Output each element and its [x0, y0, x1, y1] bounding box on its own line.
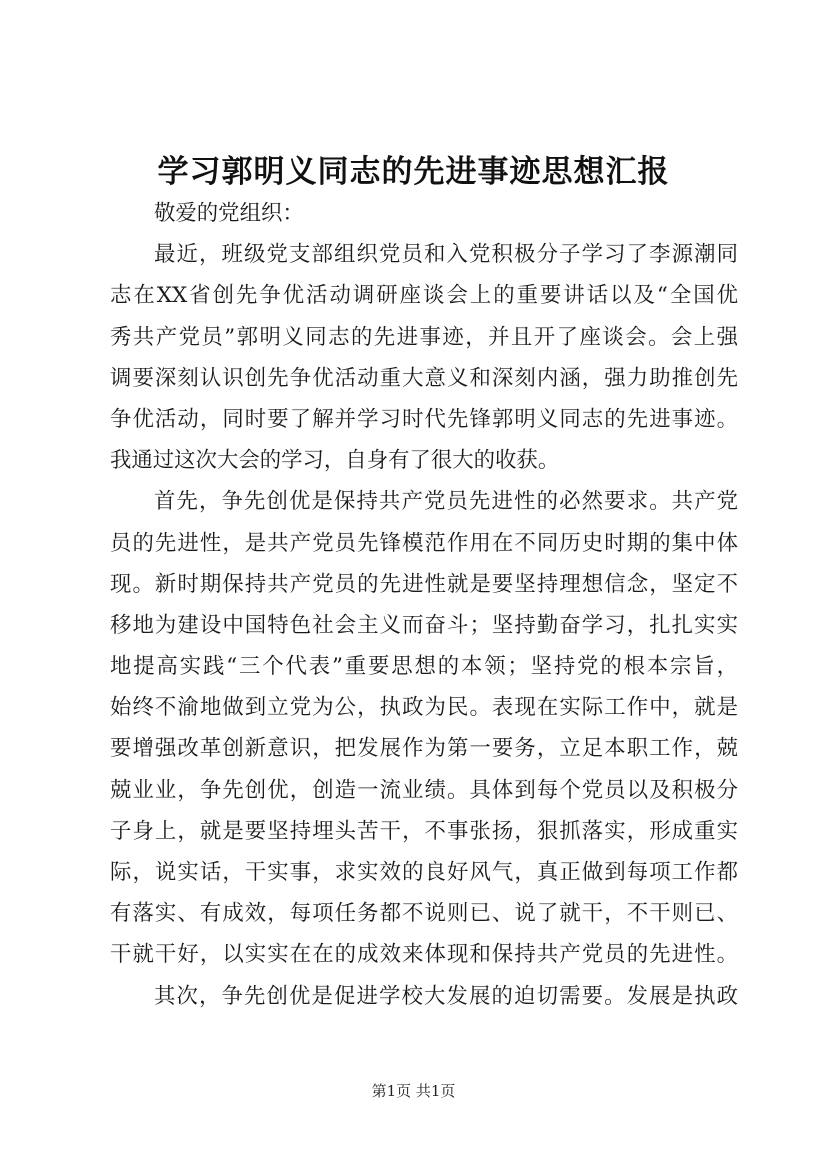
text-line: 有落实、有成效，每项任务都不说则已、说了就干，不干则已、	[110, 901, 738, 927]
text-line: 际，说实话，干实事，求实效的良好风气，真正做到每项工作都	[110, 860, 738, 885]
document-body	[110, 193, 738, 1017]
text-line: 首先，争先创优是保持共产党员先进性的必然要求。共产党	[154, 489, 738, 515]
text-line: 其次，争先创优是促进学校大发展的迫切需要。发展是执政	[154, 983, 738, 1009]
text-line: 最近，班级党支部组织党员和入党积极分子学习了李源潮同	[154, 242, 738, 268]
text-line: 兢业业，争先创优，创造一流业绩。具体到每个党员以及积极分	[110, 777, 738, 803]
text-line: 要增强改革创新意识，把发展作为第一要务，立足本职工作，兢	[110, 736, 738, 762]
text-line: 争优活动，同时要了解并学习时代先锋郭明义同志的先进事迹。	[110, 406, 738, 432]
page-footer: 第1页 共1页	[371, 1082, 456, 1100]
text-line: 敬爱的党组织：	[154, 201, 304, 226]
text-line: 地提高实践“三个代表”重要思想的本领；坚持党的根本宗旨，	[110, 654, 738, 680]
text-line: 志在XX省创先争优活动调研座谈会上的重要讲话以及“全国优	[110, 283, 738, 309]
text-line: 我通过这次大会的学习，自身有了很大的收获。	[110, 448, 560, 474]
text-line: 秀共产党员”郭明义同志的先进事迹，并且开了座谈会。会上强	[110, 324, 738, 350]
text-line: 移地为建设中国特色社会主义而奋斗；坚持勤奋学习，扎扎实实	[110, 612, 738, 638]
text-line: 干就干好，以实实在在的成效来体现和保持共产党员的先进性。	[110, 942, 738, 968]
text-line: 员的先进性，是共产党员先锋模范作用在不同历史时期的集中体	[110, 530, 738, 556]
text-line: 现。新时期保持共产党员的先进性就是要坚持理想信念，坚定不	[110, 571, 738, 597]
text-line: 始终不渝地做到立党为公，执政为民。表现在实际工作中，就是	[110, 695, 738, 721]
document-title: 学习郭明义同志的先进事迹思想汇报	[157, 154, 670, 190]
text-line: 调要深刻认识创先争优活动重大意义和深刻内涵，强力助推创先	[110, 365, 738, 391]
text-line: 子身上，就是要坚持埋头苦干，不事张扬，狠抓落实，形成重实	[110, 818, 738, 844]
